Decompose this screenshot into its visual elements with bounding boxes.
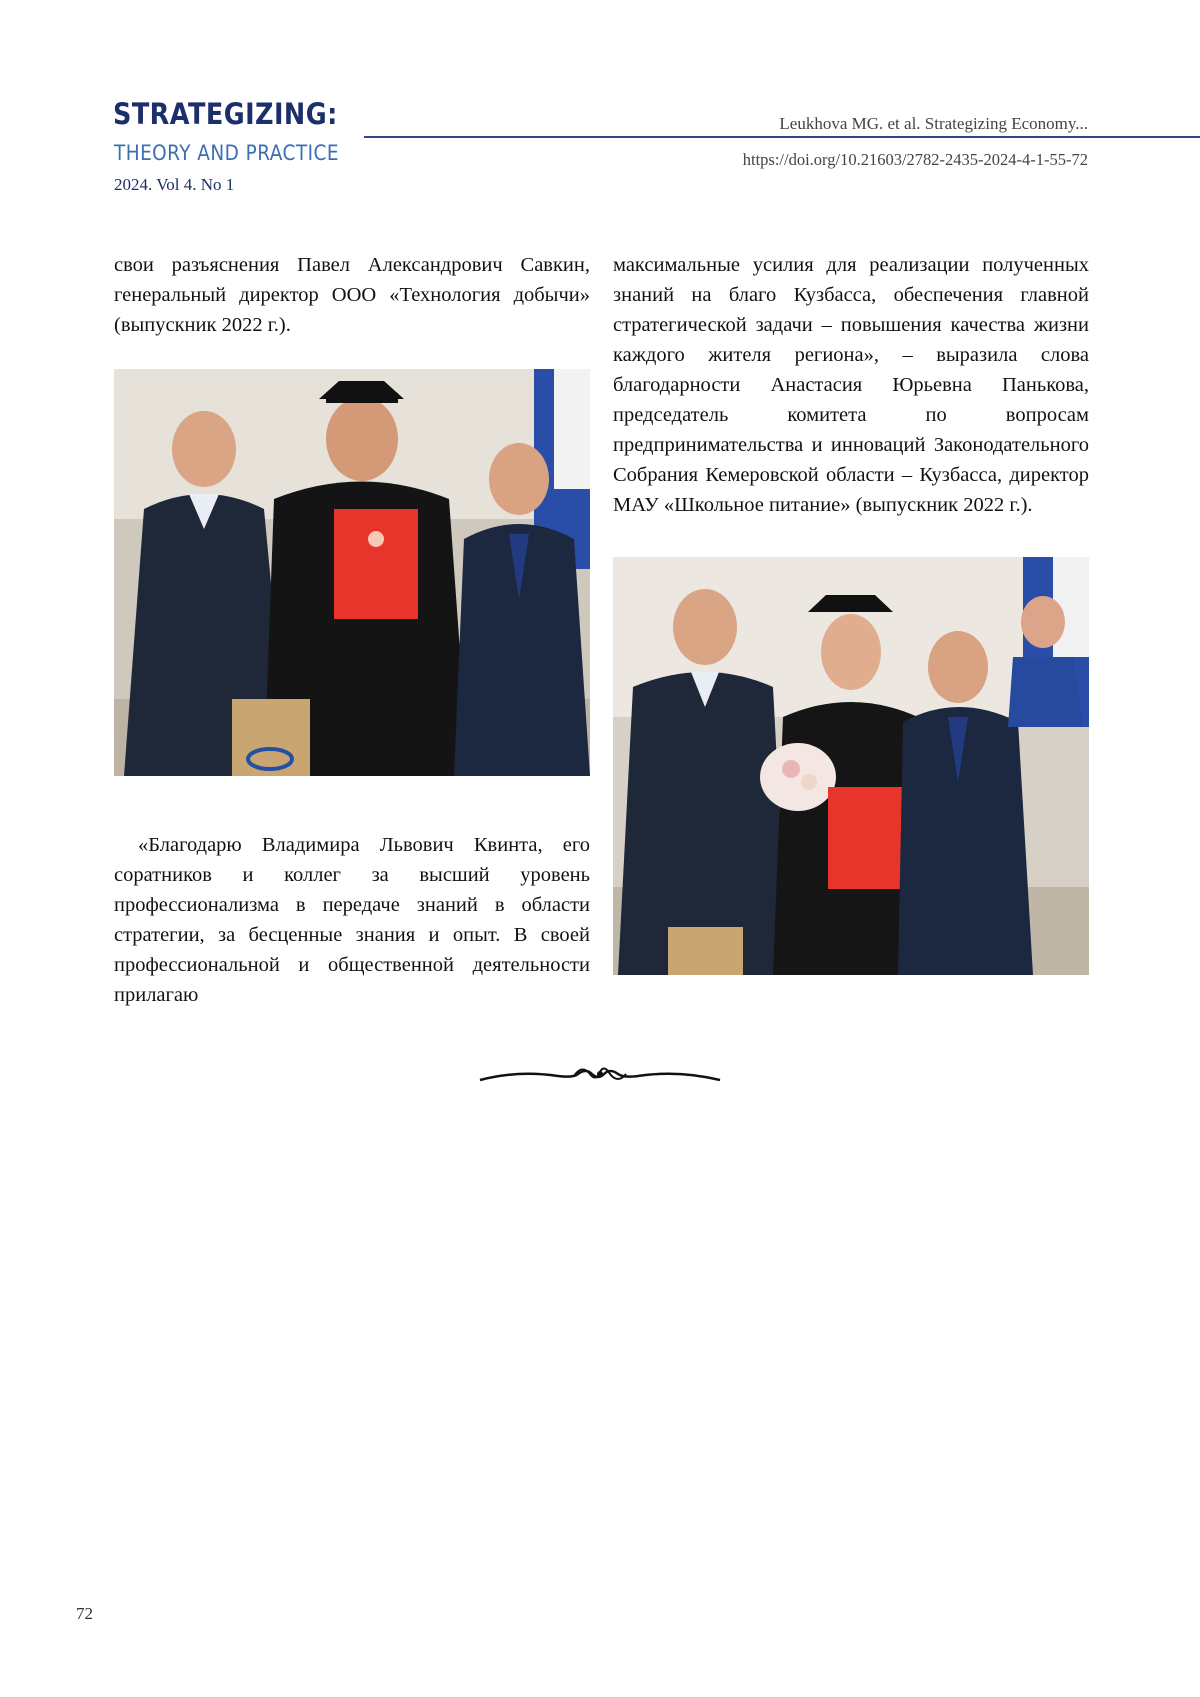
page-number: 72 (76, 1604, 93, 1624)
running-head: Leukhova MG. et al. Strategizing Economy... (779, 114, 1088, 134)
photo-graduate-female (613, 557, 1089, 975)
photo-graduate-male (114, 369, 590, 776)
right-column-top (613, 250, 1089, 520)
journal-issue: 2024. Vol 4. No 1 (114, 175, 234, 195)
journal-title: STRATEGIZING: (113, 100, 338, 129)
left-column-top (114, 250, 590, 340)
ornament-divider-icon (478, 1062, 722, 1088)
paragraph-left-bottom: «Благодарю Владимира Львович Квинта, его соратников и коллег за высший уровень профессионализма в передаче знаний в области стратегии, за бесценные знания и опыт. В своей профессиональной и общественной деятельности прилагаю (114, 830, 590, 1010)
left-column-bottom (114, 830, 590, 1010)
doi-link[interactable]: https://doi.org/10.21603/2782-2435-2024-4-1-55-72 (743, 150, 1088, 170)
header-rule (364, 136, 1200, 138)
paragraph-right-top: максимальные усилия для реализации полученных знаний на благо Кузбасса, обеспечения главной стратегической задачи – повышения качества жизни каждого жителя региона», – выразила слова благодарности Анастасия Юрьевна Панькова, председатель комитета по вопросам предпринимательства и инноваций Законодательного Собрания Кемеровской области – Кузбасса, директор МАУ «Школьное питание» (выпускник 2022 г.). (613, 250, 1089, 520)
paragraph-left-top: свои разъяснения Павел Александрович Савкин, генеральный директор ООО «Технология добычи» (выпускник 2022 г.). (114, 250, 590, 340)
journal-subtitle: THEORY AND PRACTICE (114, 143, 339, 164)
